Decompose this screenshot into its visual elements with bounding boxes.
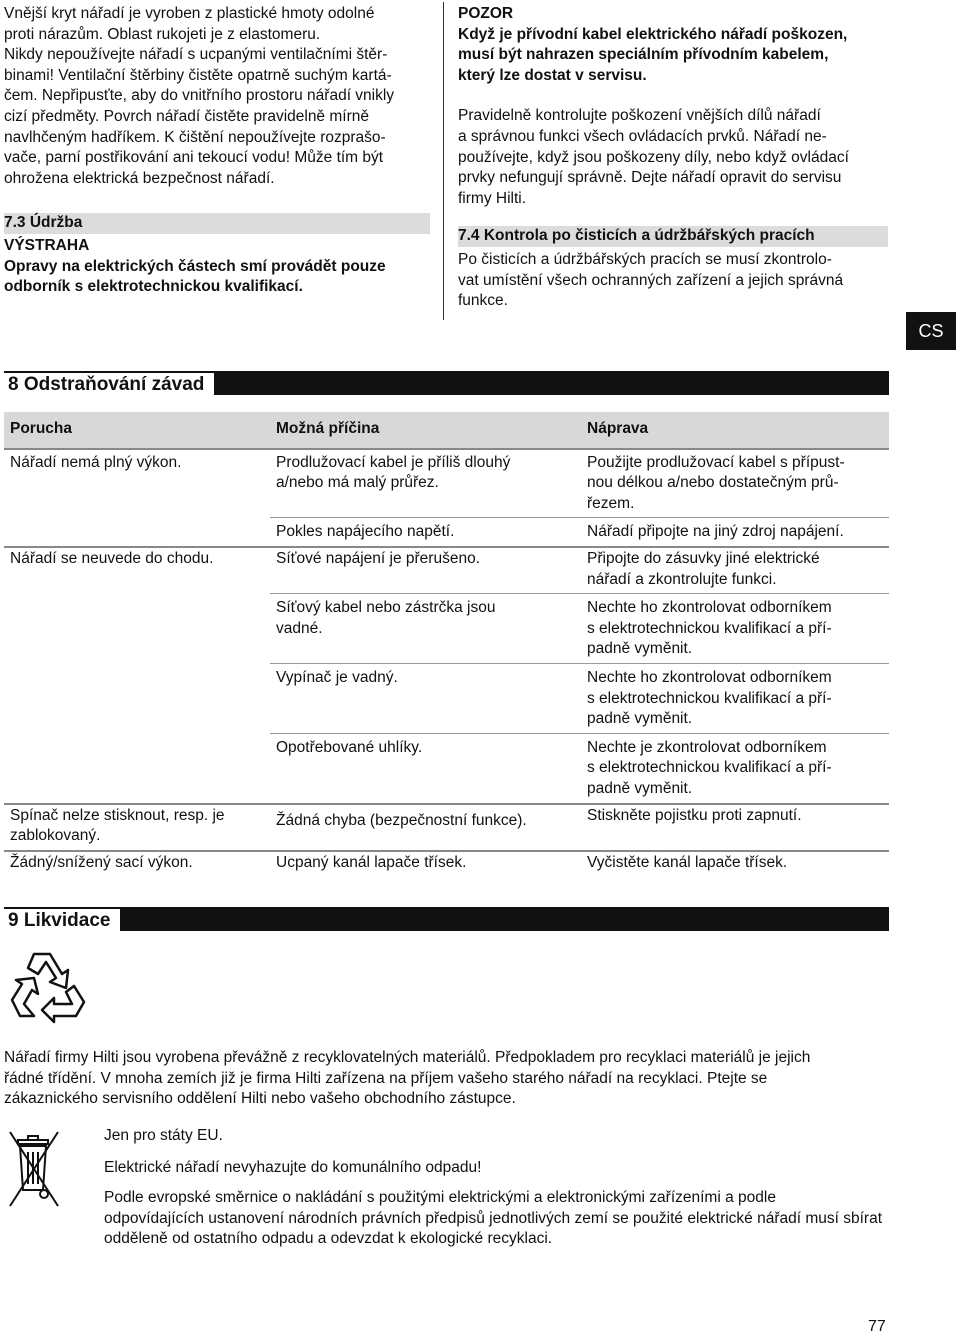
- text-line: Nářadí firmy Hilti jsou vyrobena převážně z recyklovatelných materiálů. Předpokladem pro recyklaci materiálů je jejich: [4, 1049, 811, 1066]
- cause-cell: Prodlužovací kabel je příliš dlouhý a/nebo má malý průřez.: [276, 453, 511, 492]
- page-number: 77: [868, 1318, 886, 1335]
- table-row: [4, 733, 889, 803]
- text-line: Po čisticích a údržbářských pracích se musí zkontrolo-: [458, 250, 832, 268]
- fault-cell: Žádný/snížený sací výkon.: [4, 851, 270, 877]
- warning-text: [4, 257, 432, 298]
- remedy-cell: Nářadí připojte na jiný zdroj napájení.: [581, 518, 889, 547]
- remedy-cell: Vyčistěte kanál lapače třísek.: [581, 851, 889, 877]
- text-line: ohrožena elektrická bezpečnost nářadí.: [4, 169, 275, 187]
- fault-cell: Nářadí se neuvede do chodu.: [4, 547, 270, 594]
- text-line: vače, parní postřikování ani tekoucí vodu! Může tím být: [4, 149, 384, 167]
- text-line: vat umístění všech ochranných zařízení a jejich správná: [458, 271, 844, 289]
- table-row: [4, 804, 889, 851]
- section-7-4-heading: 7.4 Kontrola po čisticích a údržbářských pracích: [458, 226, 888, 247]
- cause-cell: Vypínač je vadný.: [270, 663, 581, 733]
- left-column: [4, 4, 432, 298]
- fault-cell: [4, 518, 270, 547]
- header-cause: Možná příčina: [270, 412, 581, 449]
- text-line: Nikdy nepoužívejte nářadí s ucpanými ventilačními štěr-: [4, 46, 388, 64]
- section-8-heading-bar: [4, 371, 889, 395]
- cause-cell: Síťové napájení je přerušeno.: [270, 547, 581, 594]
- header-remedy: Náprava: [581, 412, 889, 449]
- text-line: cizí předměty. Povrch nářadí čistěte pravidelně mírně: [4, 107, 369, 125]
- text-line: odděleně od ostatního odpadu a odevzdat k ekologické recyklaci.: [104, 1230, 553, 1248]
- section-9-heading-bar: [4, 907, 889, 931]
- directive-paragraph: [104, 1188, 890, 1250]
- remedy-cell: Připojte do zásuvky jiné elektrické nářadí a zkontrolujte funkci.: [581, 547, 889, 594]
- recycling-paragraph: [4, 1048, 889, 1110]
- table-row: [4, 851, 889, 877]
- warning-label: VÝSTRAHA: [4, 236, 90, 254]
- table-row: [4, 518, 889, 547]
- table-row: [4, 449, 889, 518]
- remedy-cell: Nechte ho zkontrolovat odborníkem s elektrotechnickou kvalifikací a pří- padně vyměnit.: [581, 663, 889, 733]
- crossed-out-wheelie-bin-icon: [6, 1128, 62, 1212]
- table-header-row: [4, 412, 889, 449]
- remedy-cell: Použijte prodlužovací kabel s přípust- nou délkou a/nebo dostatečným prů- řezem.: [587, 453, 845, 512]
- language-badge: CS: [906, 312, 956, 350]
- header-fault: Porucha: [4, 412, 270, 449]
- cause-cell: Ucpaný kanál lapače třísek.: [270, 851, 581, 877]
- fault-cell: Spínač nelze stisknout, resp. je zablokovaný.: [4, 804, 270, 851]
- table-row: [4, 547, 889, 594]
- text-line: Pravidelně kontrolujte poškození vnějších dílů nářadí: [458, 107, 821, 125]
- table-row: [4, 594, 889, 664]
- right-column: [458, 4, 890, 312]
- text-line: odborník s elektrotechnickou kvalifikací.: [4, 278, 303, 296]
- caution-label: POZOR: [458, 5, 514, 22]
- cause-cell: Pokles napájecího napětí.: [270, 518, 581, 547]
- text-line: čem. Nepřipusťte, aby do vnitřního prostoru nářadí vnikly: [4, 87, 395, 105]
- section-7-3-heading: 7.3 Údržba: [4, 213, 430, 234]
- text-line: řádné třídění. V mnoha zemích již je firma Hilti zařízena na příjem vašeho starého nářadí na recyklaci. Ptejte se: [4, 1069, 768, 1087]
- fault-cell: [4, 663, 270, 733]
- inspection-paragraph: [458, 106, 890, 209]
- eu-disposal-block: [104, 1126, 890, 1250]
- text-line: používejte, když jsou poškozeny díly, nebo když ovládací: [458, 148, 849, 166]
- section-9-title: 9 Likvidace: [4, 909, 120, 933]
- text-line: proti nárazům. Oblast rukojeti je z elastomeru.: [4, 25, 321, 43]
- troubleshooting-table: [4, 412, 889, 876]
- no-household-waste-note: Elektrické nářadí nevyhazujte do komunálního odpadu!: [104, 1158, 482, 1176]
- text-line: Vnější kryt nářadí je vyroben z plastické hmoty odolné: [4, 5, 375, 22]
- text-line: funkce.: [458, 292, 508, 310]
- fault-cell: [4, 594, 270, 664]
- text-line: Když je přívodní kabel elektrického nářadí poškozen,: [458, 25, 848, 43]
- cause-cell: Opotřebované uhlíky.: [270, 733, 581, 803]
- cause-cell: Žádná chyba (bezpečnostní funkce).: [270, 804, 581, 851]
- column-divider: [443, 2, 444, 320]
- remedy-cell: Nechte ho zkontrolovat odborníkem s elektrotechnickou kvalifikací a pří- padně vyměnit.: [581, 594, 889, 664]
- section-7-4-text: [458, 250, 890, 312]
- text-line: Podle evropské směrnice o nakládání s použitými elektrickými a elektronickými zařízeními a podle: [104, 1189, 776, 1207]
- remedy-cell: Nechte je zkontrolovat odborníkem s elektrotechnickou kvalifikací a pří- padně vyměnit.: [581, 733, 889, 803]
- remedy-cell: Stiskněte pojistku proti zapnutí.: [581, 804, 889, 851]
- recycle-icon: [4, 944, 92, 1024]
- cause-cell: Síťový kabel nebo zástrčka jsou vadné.: [270, 594, 581, 664]
- eu-only-note: Jen pro státy EU.: [104, 1127, 223, 1144]
- text-line: prvky nefungují správně. Dejte nářadí opravit do servisu: [458, 169, 842, 187]
- fault-cell: [4, 733, 270, 803]
- text-line: zákaznického servisního oddělení Hilti nebo vašeho obchodního zástupce.: [4, 1090, 516, 1108]
- caution-text: [458, 25, 890, 87]
- text-line: který lze dostat v servisu.: [458, 66, 647, 84]
- text-line: Opravy na elektrických částech smí provádět pouze: [4, 257, 386, 275]
- text-line: firmy Hilti.: [458, 189, 527, 207]
- cleaning-paragraph: [4, 4, 432, 189]
- text-line: navlhčeným hadříkem. K čištění nepoužívejte rozprašo-: [4, 128, 386, 146]
- text-line: a správnou funkci všech ovládacích prvků. Nářadí ne-: [458, 127, 827, 145]
- text-line: binami! Ventilační štěrbiny čistěte opatrně suchým kartá-: [4, 66, 392, 84]
- fault-cell: Nářadí nemá plný výkon.: [10, 453, 182, 471]
- text-line: odpovídajících ustanovení národních právních předpisů jednotlivých zemí se použité elektrické nářadí musí sbírat: [104, 1209, 883, 1227]
- table-row: [4, 663, 889, 733]
- section-8-title: 8 Odstraňování závad: [4, 373, 214, 397]
- text-line: musí být nahrazen speciálním přívodním kabelem,: [458, 46, 829, 64]
